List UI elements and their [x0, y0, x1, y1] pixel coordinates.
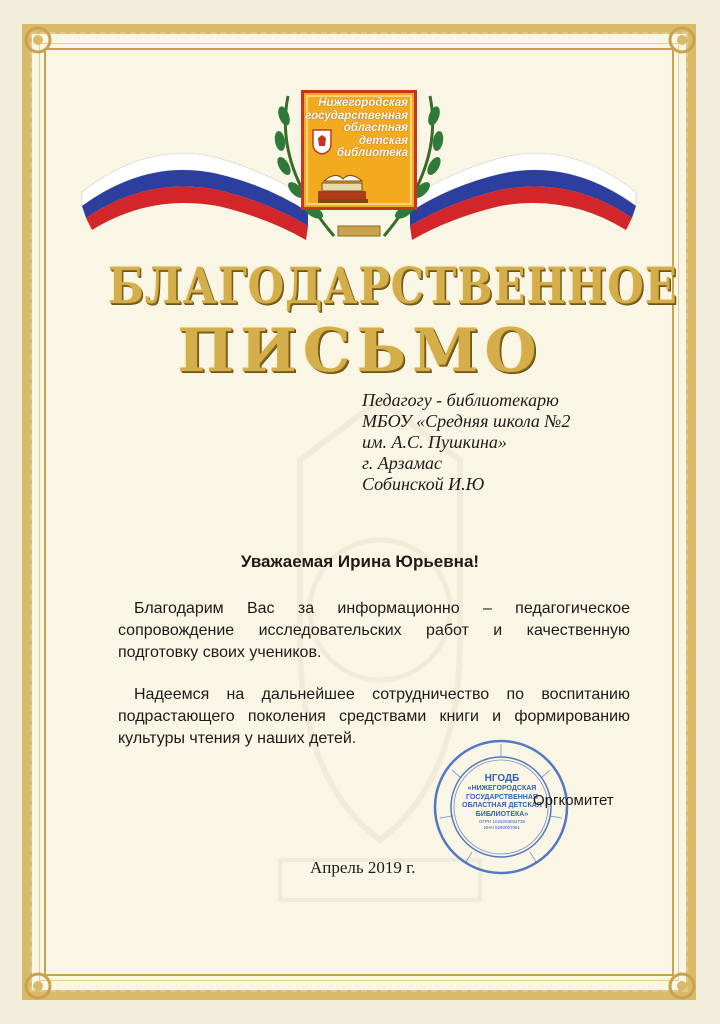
library-emblem: [301, 90, 417, 210]
library-logo: [78, 80, 640, 250]
emblem-library-name: Нижегородская государственная областная детская библиотека: [305, 97, 408, 159]
greeting: Уважаемая Ирина Юрьевна!: [240, 552, 480, 571]
certificate-subtitle: ПИСЬМО: [177, 316, 543, 386]
recipient-city: г. Арзамас: [362, 453, 443, 473]
recipient-school-name: им. А.С. Пушкина»: [362, 432, 507, 452]
recipient-name: Собинской И.Ю: [362, 474, 485, 494]
certificate-title: БЛАГОДАРСТВЕННОЕ: [108, 256, 678, 315]
corner-ornament-icon: [18, 20, 58, 60]
recipient-position: Педагогу - библиотекарю: [362, 390, 559, 410]
recipient-school: МБОУ «Средняя школа №2: [362, 411, 571, 431]
issue-date: Апрель 2019 г.: [310, 858, 416, 877]
seal-stamp-text: НГОДБ «НИЖЕГОРОДСКАЯ ГОСУДАРСТВЕННАЯ ОБЛАСТНАЯ ДЕТСКАЯ БИБЛИОТЕКА» ОГРН 1025203032739 ИНН 5260007061: [462, 773, 542, 830]
body-paragraph: Благодарим Вас за информационно – педагогическое сопровождение исследовательских работ и качественную подготовку своих учеников.: [118, 600, 630, 661]
corner-ornament-icon: [662, 20, 702, 60]
corner-ornament-icon: [18, 966, 58, 1006]
deer-shield-icon: [312, 129, 332, 155]
books-icon: [316, 167, 370, 205]
corner-ornament-icon: [662, 966, 702, 1006]
recipient-block: [362, 390, 642, 495]
body-paragraph: Надеемся на дальнейшее сотрудничество по воспитанию подрастающего поколения средствами книги и формированию культуры чтения у наших детей.: [118, 686, 630, 747]
organizer-signature: Оргкомитет: [533, 792, 614, 809]
